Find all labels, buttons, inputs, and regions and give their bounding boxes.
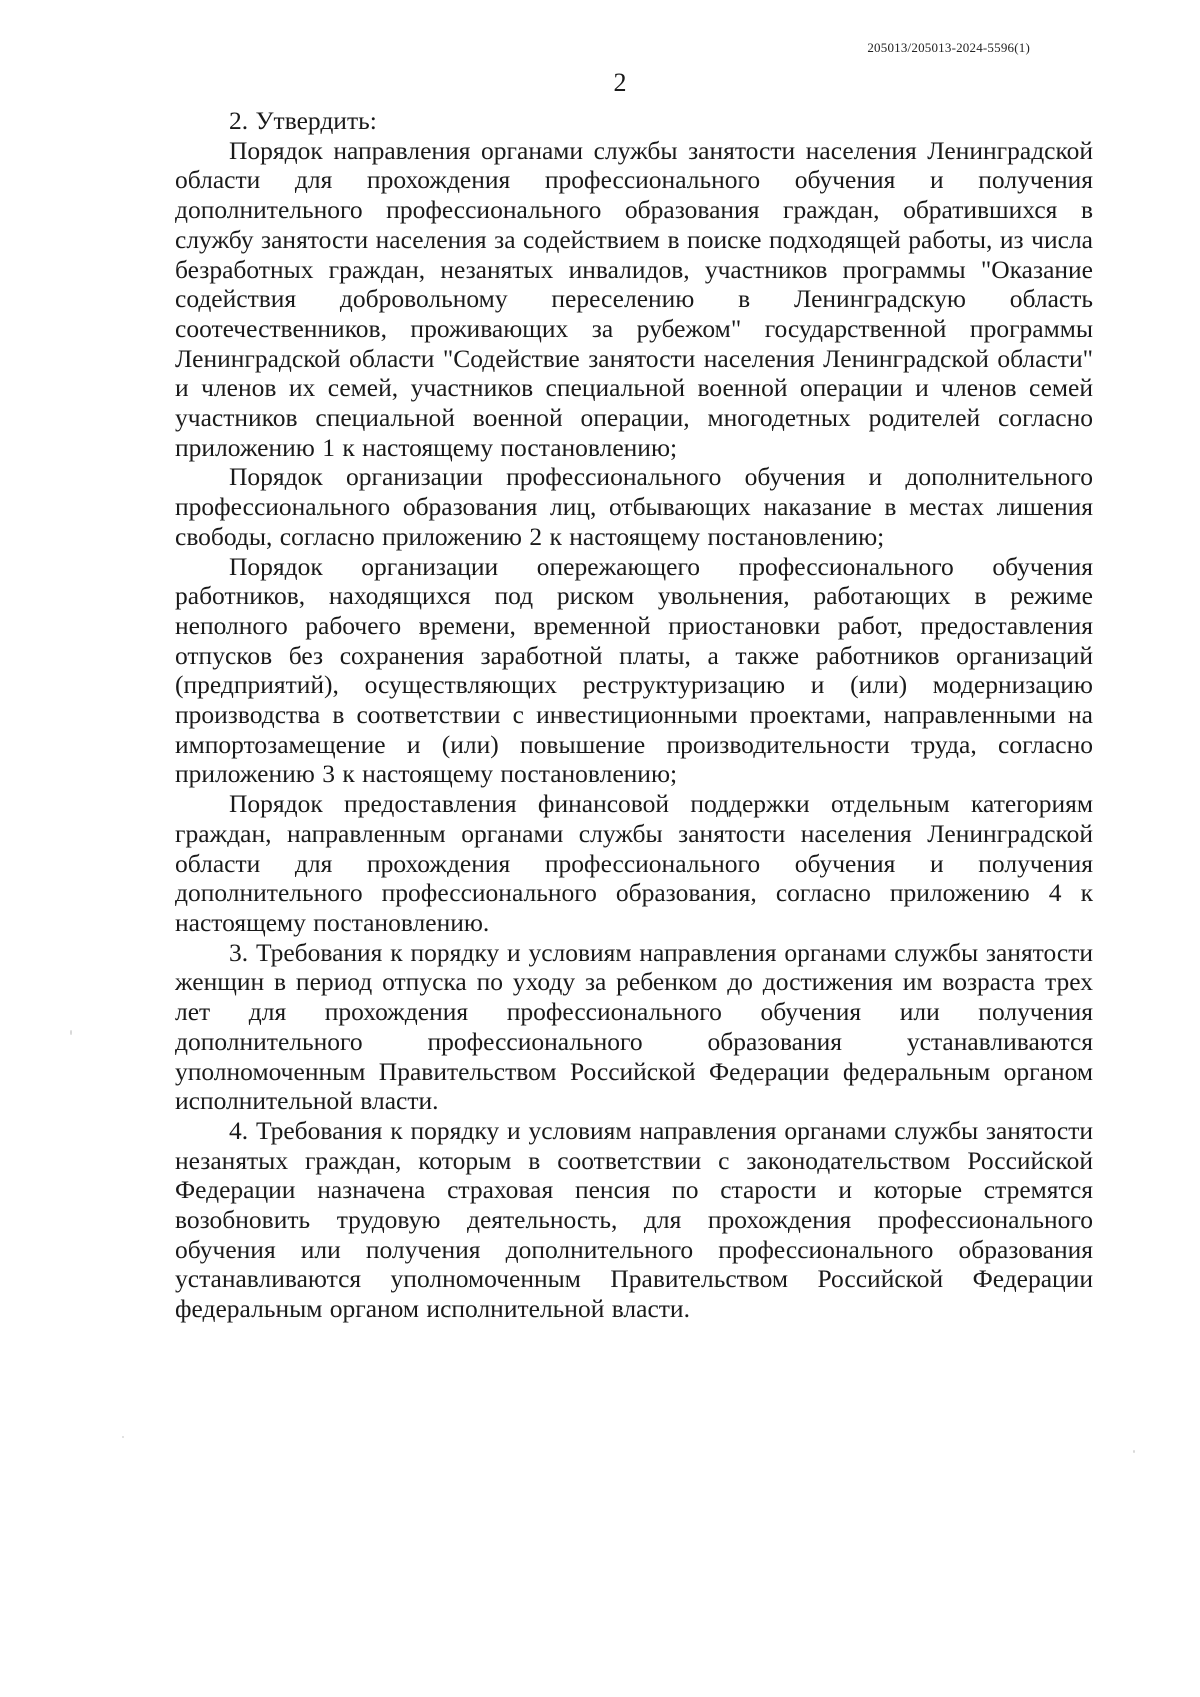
scan-speck [70, 1030, 72, 1035]
document-registration-number: 205013/205013-2024-5596(1) [867, 40, 1030, 55]
paragraph-item-3: 3. Требования к порядку и условиям направления органами службы занятости женщин в период отпуска по уходу за ребенком до достижения им возраста трех лет для прохождения профессионального обучения или получения дополнительного профессионального образования устанавливаются уполномоченным Правительством Российской Федерации федеральным органом исполнительной власти. [175, 937, 1093, 1116]
paragraph-procedure-financial-support: Порядок предоставления финансовой поддержки отдельным категориям граждан, направленным органами службы занятости населения Ленинградской области для прохождения профессионального обучения и получения дополнительного профессионального образования, согласно приложению 4 к настоящему постановлению. [175, 789, 1093, 937]
scan-speck [122, 1436, 124, 1438]
scan-speck [1133, 1450, 1135, 1453]
paragraph-approve-heading: 2. Утвердить: [229, 106, 377, 135]
document-body [175, 106, 1093, 1324]
page-number: 2 [613, 68, 627, 97]
paragraph-procedure-advanced-training: Порядок организации опережающего профессионального обучения работников, находящихся под риском увольнения, работающих в режиме неполного рабочего времени, временной приостановки работ, предоставления отпусков без сохранения заработной платы, а также работников организаций (предприятий), осуществляющих реструктуризацию и (или) модернизацию производства в соответствии с инвестиционными проектами, направленными на импортозамещение и (или) повышение производительности труда, согласно приложению 3 к настоящему постановлению; [175, 551, 1093, 789]
paragraph-item-4: 4. Требования к порядку и условиям направления органами службы занятости незанятых граждан, которым в соответствии с законодательством Российской Федерации назначена страховая пенсия по старости и которые стремятся возобновить трудовую деятельность, для прохождения профессионального обучения или получения дополнительного профессионального образования устанавливаются уполномоченным Правительством Российской Федерации федеральным органом исполнительной власти. [175, 1115, 1093, 1324]
paragraph-procedure-referral: Порядок направления органами службы занятости населения Ленинградской области для прохождения профессионального обучения и получения дополнительного профессионального образования граждан, обратившихся в службу занятости населения за содействием в поиске подходящей работы, из числа безработных граждан, незанятых инвалидов, участников программы "Оказание содействия добровольному переселению в Ленинградскую область соотечественников, проживающих за рубежом" государственной программы Ленинградской области "Содействие занятости населения Ленинградской области" и членов их семей, участников специальной военной операции и членов семей участников специальной военной операции, многодетных родителей согласно приложению 1 к настоящему постановлению; [175, 135, 1093, 462]
paragraph-procedure-prisoners: Порядок организации профессионального обучения и дополнительного профессионального образования лиц, отбывающих наказание в местах лишения свободы, согласно приложению 2 к настоящему постановлению; [175, 462, 1093, 551]
